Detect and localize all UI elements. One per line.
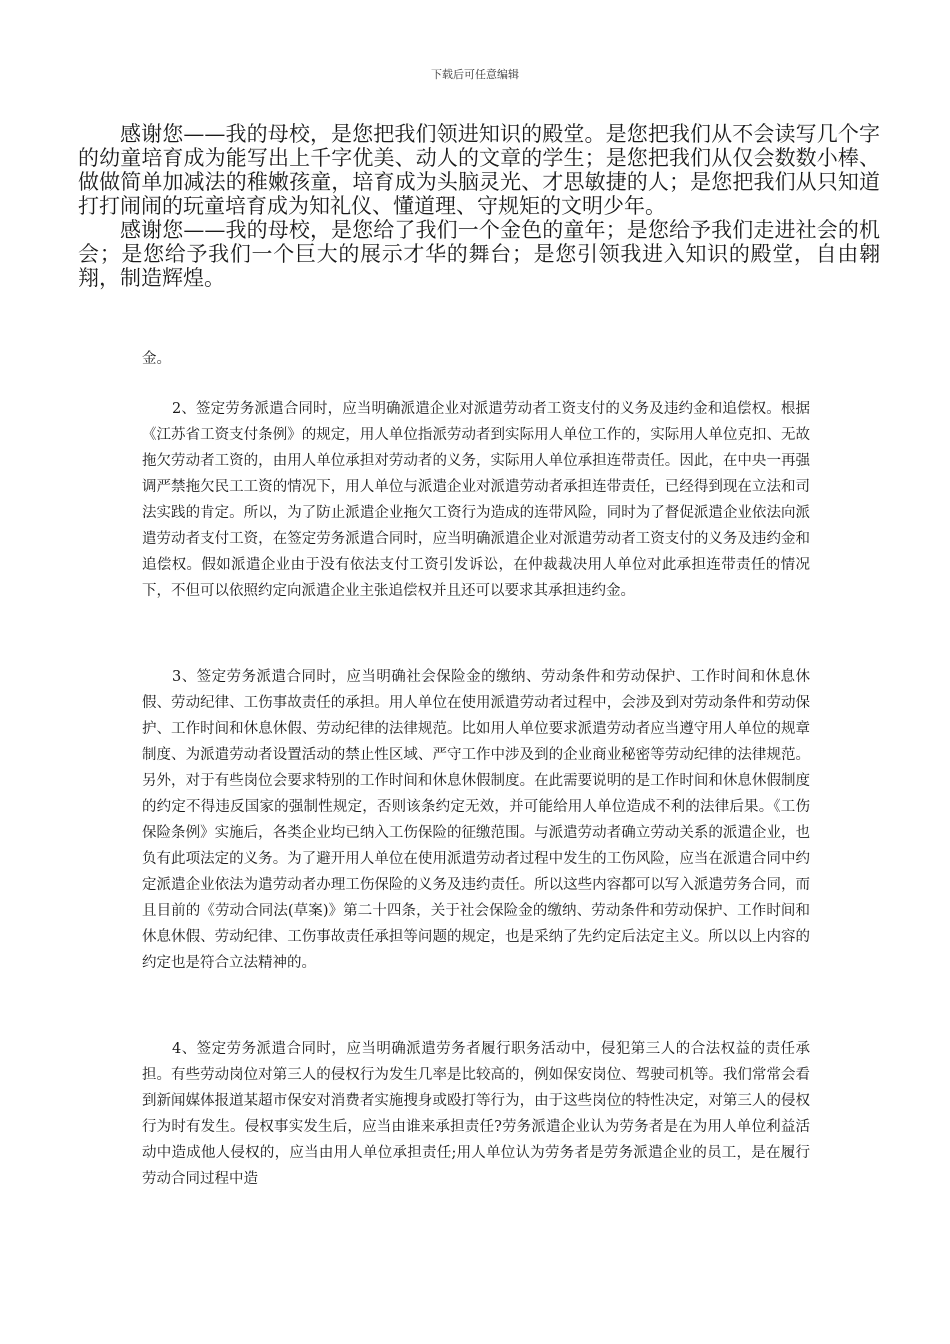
page-header-note: 下载后可任意编辑 (431, 68, 519, 81)
item-2-paragraph: 2、签定劳务派遣合同时，应当明确派遣企业对派遣劳动者工资支付的义务及违约金和追偿权。根据《江苏省工资支付条例》的规定，用人单位指派劳动者到实际用人单位工作的，实际用人单位克扣、无故拖欠劳动者工资的，由用人单位承担对劳动者的义务，实际用人单位承担连带责任。因此，在中央一再强调严禁拖欠民工工资的情况下，用人单位与派遣企业对派遣劳动者承担连带责任，已经得到现在立法和司法实践的肯定。所以，为了防止派遣企业拖欠工资行为造成的连带风险，同时为了督促派遣企业依法向派遣劳动者支付工资，在签定劳务派遣合同时，应当明确派遣企业对派遣劳动者工资支付的义务及违约金和追偿权。假如派遣企业由于没有依法支付工资引发诉讼，在仲裁裁决用人单位对此承担连带责任的情况下，不但可以依照约定向派遣企业主张追偿权并且还可以要求其承担违约金。 (142, 401, 810, 599)
item-3-section (142, 664, 810, 976)
intro-section (78, 122, 880, 290)
item-4-section (142, 1036, 810, 1192)
body-fragment-section (142, 346, 810, 372)
body-fragment-text: 金。 (142, 351, 171, 367)
item-4-paragraph: 4、签定劳务派遣合同时，应当明确派遣劳务者履行职务活动中，侵犯第三人的合法权益的责任承担。有些劳动岗位对第三人的侵权行为发生几率是比较高的，例如保安岗位、驾驶司机等。我们常常会看到新闻媒体报道某超市保安对消费者实施搜身或殴打等行为，由于这些岗位的特性决定，对第三人的侵权行为时有发生。侵权事实发生后，应当由谁来承担责任?劳务派遣企业认为劳务者是在为用人单位利益活动中造成他人侵权的，应当由用人单位承担责任;用人单位认为劳务者是劳务派遣企业的员工，是在履行劳动合同过程中造 (142, 1041, 810, 1187)
item-2-section (142, 396, 810, 604)
intro-paragraph-1: 感谢您——我的母校，是您把我们领进知识的殿堂。是您把我们从不会读写几个字的幼童培育成为能写出上千字优美、动人的文章的学生；是您把我们从仅会数数小棒、做做简单加减法的稚嫩孩童，培育成为头脑灵光、才思敏捷的人；是您把我们从只知道打打闹闹的玩童培育成为知礼仪、懂道理、守规矩的文明少年。 (78, 122, 880, 218)
item-3-paragraph: 3、签定劳务派遣合同时，应当明确社会保险金的缴纳、劳动条件和劳动保护、工作时间和休息休假、劳动纪律、工伤事故责任的承担。用人单位在使用派遣劳动者过程中，会涉及到对劳动条件和劳动保护、工作时间和休息休假、劳动纪律的法律规范。比如用人单位要求派遣劳动者应当遵守用人单位的规章制度、为派遣劳动者设置活动的禁止性区域、严守工作中涉及到的企业商业秘密等劳动纪律的法律规范。另外，对于有些岗位会要求特别的工作时间和休息休假制度。在此需要说明的是工作时间和休息休假制度的约定不得违反国家的强制性规定，否则该条约定无效，并可能给用人单位造成不利的法律后果。《工伤保险条例》实施后，各类企业均已纳入工伤保险的征缴范围。与派遣劳动者确立劳动关系的派遣企业，也负有此项法定的义务。为了避开用人单位在使用派遣劳动者过程中发生的工伤风险，应当在派遣合同中约定派遣企业依法为遣劳动者办理工伤保险的义务及违约责任。所以这些内容都可以写入派遣劳务合同，而且目前的《劳动合同法(草案)》第二十四条，关于社会保险金的缴纳、劳动条件和劳动保护、工作时间和休息休假、劳动纪律、工伤事故责任承担等问题的规定，也是采纳了先约定后法定主义。所以以上内容的约定也是符合立法精神的。 (142, 669, 810, 971)
intro-paragraph-2: 感谢您——我的母校，是您给了我们一个金色的童年；是您给予我们走进社会的机会；是您给予我们一个巨大的展示才华的舞台；是您引领我进入知识的殿堂，自由翱翔，制造辉煌。 (78, 218, 880, 290)
